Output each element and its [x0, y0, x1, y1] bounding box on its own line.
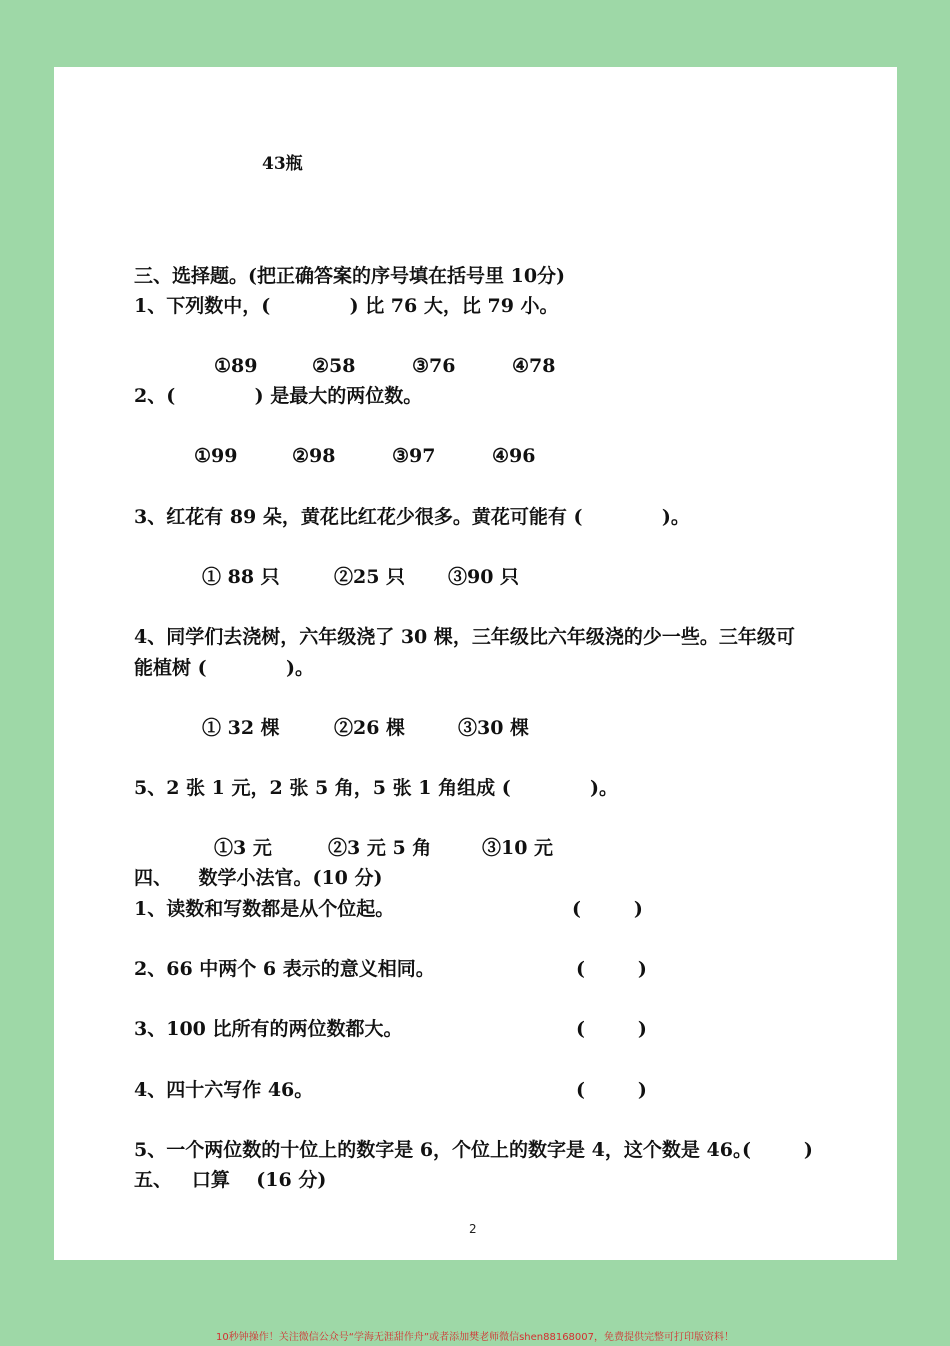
q1-option-3: ③76: [412, 355, 456, 377]
section5-heading: 五、 口算 (16 分): [134, 1169, 327, 1191]
page-number: 2: [469, 1222, 477, 1236]
judge-answer-3[interactable]: ( ): [576, 1018, 647, 1040]
q2-option-2: ②98: [292, 445, 336, 467]
q5-option-2: ②3 元 5 角: [328, 837, 432, 859]
judge-item-1: 1、读数和写数都是从个位起。: [134, 898, 395, 920]
judge-answer-5[interactable]: ( ): [742, 1139, 813, 1161]
worksheet-page: [54, 67, 897, 1260]
q2-option-3: ③97: [392, 445, 436, 467]
judge-item-5: 5、一个两位数的十位上的数字是 6，个位上的数字是 4，这个数是 46。: [134, 1139, 752, 1161]
question-1: 1、下列数中，( ) 比 76 大，比 79 小。: [134, 295, 559, 317]
q5-option-3: ③10 元: [482, 837, 554, 859]
q1-option-4: ④78: [512, 355, 556, 377]
q5-option-1: ①3 元: [214, 837, 272, 859]
q3-option-1: ① 88 只: [202, 566, 280, 588]
judge-item-3: 3、100 比所有的两位数都大。: [134, 1018, 403, 1040]
judge-answer-4[interactable]: ( ): [576, 1079, 647, 1101]
q3-option-2: ②25 只: [334, 566, 406, 588]
question-3: 3、红花有 89 朵，黄花比红花少很多。黄花可能有 ( )。: [134, 506, 690, 528]
question-4-line-1: 4、同学们去浇树，六年级浇了 30 棵，三年级比六年级浇的少一些。三年级可: [134, 626, 795, 648]
question-2: 2、( ) 是最大的两位数。: [134, 385, 423, 407]
q2-option-1: ①99: [194, 445, 238, 467]
q2-option-4: ④96: [492, 445, 536, 467]
judge-item-4: 4、四十六写作 46。: [134, 1079, 314, 1101]
q1-option-2: ②58: [312, 355, 356, 377]
q4-option-2: ②26 棵: [334, 717, 406, 739]
q4-option-3: ③30 棵: [458, 717, 530, 739]
question-5: 5、2 张 1 元，2 张 5 角，5 张 1 角组成 ( )。: [134, 777, 619, 799]
section3-heading: 三、选择题。(把正确答案的序号填在括号里 10分): [134, 265, 566, 287]
judge-answer-1[interactable]: ( ): [572, 898, 643, 920]
question-4-line-2: 能植树 ( )。: [134, 657, 314, 679]
judge-item-2: 2、66 中两个 6 表示的意义相同。: [134, 958, 435, 980]
top-answer: 43瓶: [262, 154, 303, 174]
q3-option-3: ③90 只: [448, 566, 520, 588]
q1-option-1: ①89: [214, 355, 258, 377]
judge-answer-2[interactable]: ( ): [576, 958, 647, 980]
q4-option-1: ① 32 棵: [202, 717, 280, 739]
section4-heading: 四、 数学小法官。(10 分): [134, 867, 383, 889]
promo-footer: 10秒钟操作！关注微信公众号“学海无涯甜作舟”或者添加樊老师微信shen88168007，免费提供完整可打印版资料！: [215, 1332, 735, 1343]
